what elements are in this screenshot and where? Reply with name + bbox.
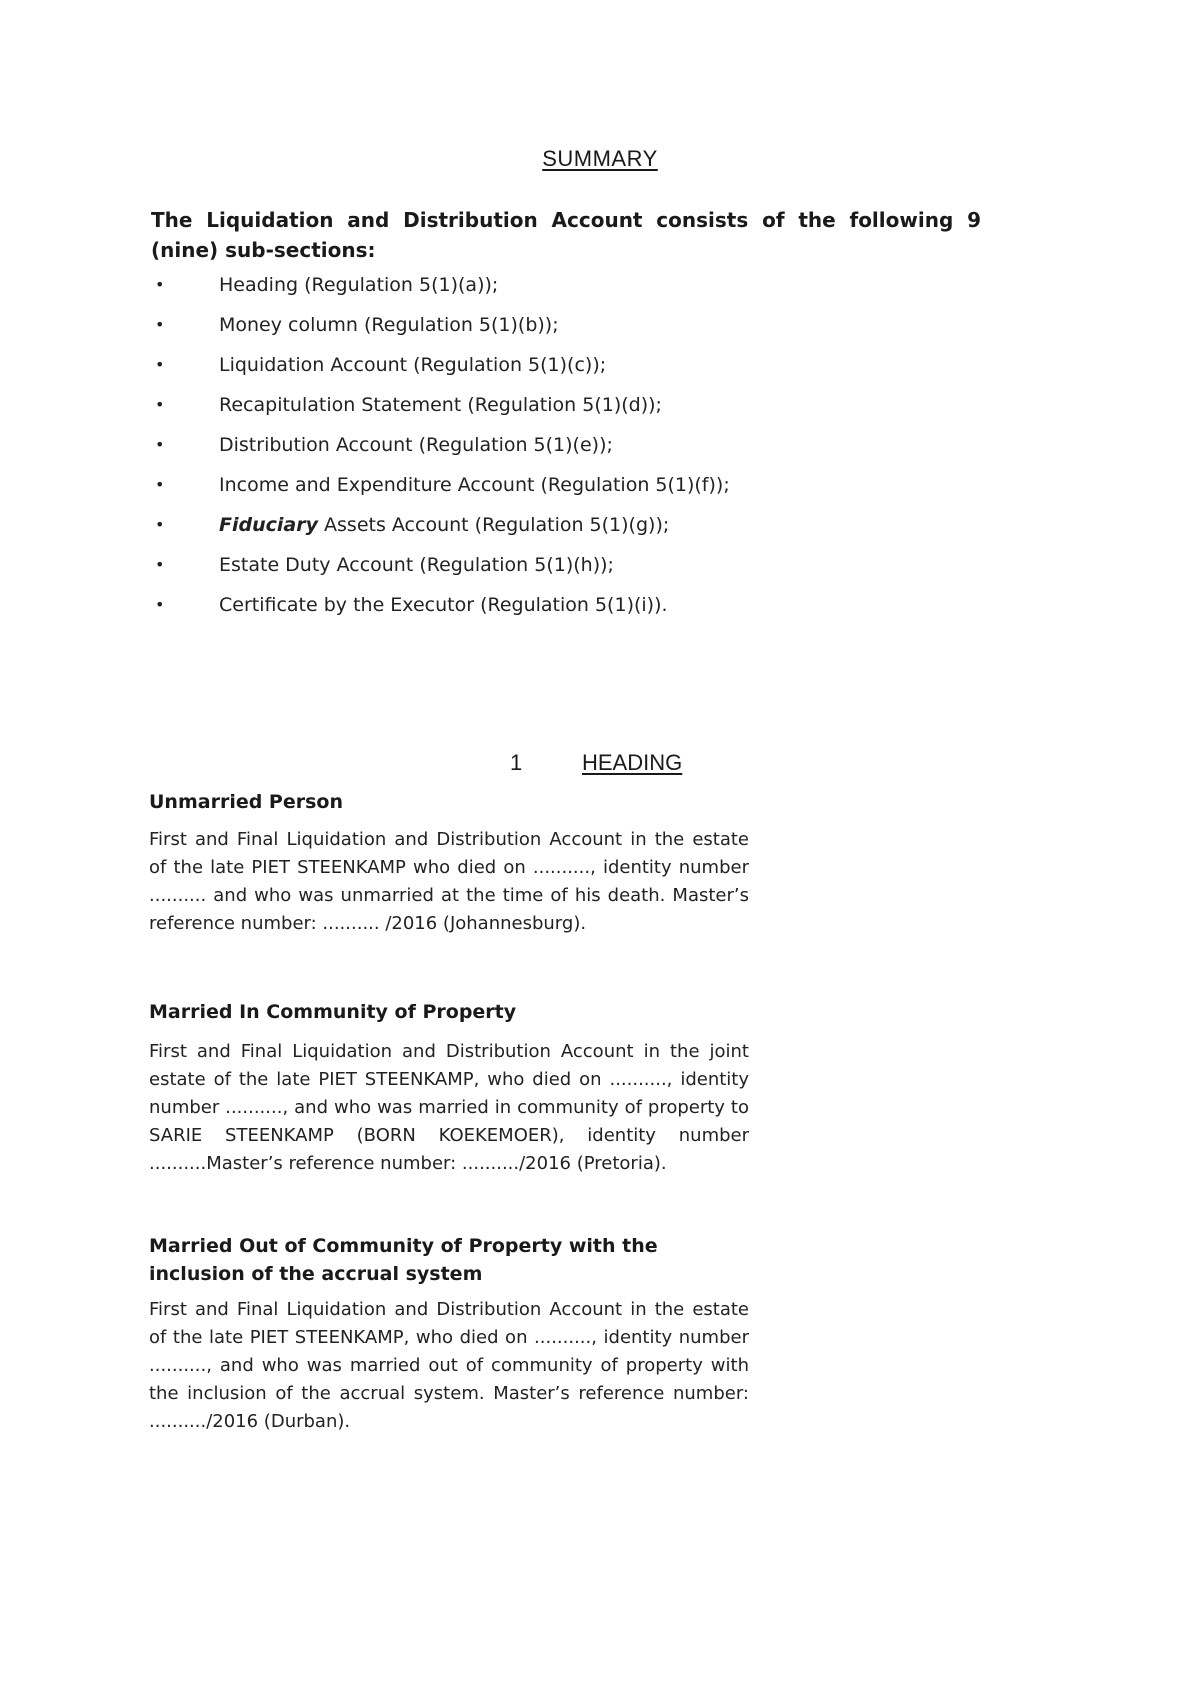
- summary-intro: The Liquidation and Distribution Account consists of the following 9 (nine) sub-sections:: [151, 208, 981, 262]
- bullet-icon: •: [155, 315, 165, 334]
- list-item: [151, 510, 1051, 550]
- block-title: Married In Community of Property: [149, 1001, 517, 1023]
- bullet-icon: •: [155, 515, 165, 534]
- list-item: [151, 470, 1051, 510]
- list-item: [151, 310, 1051, 350]
- married-in-community-block: [149, 998, 749, 1178]
- list-item-label: Assets Account (Regulation 5(1)(g));: [317, 514, 670, 536]
- list-item-label: Certificate by the Executor (Regulation 5(1)(i)).: [219, 594, 668, 616]
- list-item-text: [219, 390, 662, 420]
- bullet-icon: •: [155, 355, 165, 374]
- list-item: [151, 390, 1051, 430]
- list-item-text: [219, 430, 613, 460]
- block-title: Married Out of Community of Property with the inclusion of the accrual system: [149, 1235, 658, 1285]
- list-item-label: Distribution Account (Regulation 5(1)(e));: [219, 434, 613, 456]
- list-item-label: Income and Expenditure Account (Regulation 5(1)(f));: [219, 474, 730, 496]
- list-item: [151, 350, 1051, 390]
- list-item-label: Recapitulation Statement (Regulation 5(1)(d));: [219, 394, 662, 416]
- list-item-label: Estate Duty Account (Regulation 5(1)(h));: [219, 554, 614, 576]
- list-item-text: [219, 510, 669, 540]
- list-item-text: [219, 350, 606, 380]
- list-item: [151, 270, 1051, 310]
- section-number: 1: [510, 750, 523, 775]
- bullet-icon: •: [155, 475, 165, 494]
- list-item-text: [219, 590, 668, 620]
- married-out-of-community-block: [149, 1232, 749, 1436]
- list-item-text: [219, 310, 559, 340]
- summary-title: SUMMARY: [542, 146, 658, 171]
- bullet-icon: •: [155, 435, 165, 454]
- bullet-icon: •: [155, 595, 165, 614]
- list-item-text: [219, 470, 730, 500]
- block-title: Unmarried Person: [149, 791, 343, 813]
- section-title: HEADING: [582, 750, 683, 775]
- list-item-text: [219, 270, 498, 300]
- list-item: [151, 550, 1051, 590]
- bullet-icon: •: [155, 395, 165, 414]
- list-item-emphasis: Fiduciary: [219, 514, 318, 536]
- block-text: First and Final Liquidation and Distribution Account in the estate of the late PIET STEENKAMP who died on .........., identity number .......... and who was unmarried at the time of his death. Master’s reference number: .......... /2016 (Johannesburg).: [149, 829, 749, 934]
- subsection-list: [151, 270, 1051, 630]
- list-item-label: Heading (Regulation 5(1)(a));: [219, 274, 499, 296]
- list-item: [151, 590, 1051, 630]
- unmarried-person-block: [149, 788, 749, 938]
- bullet-icon: •: [155, 275, 165, 294]
- block-text: First and Final Liquidation and Distribution Account in the joint estate of the late PIET STEENKAMP, who died on .........., identity number .........., and who was married in community of property to SARIE STEENKAMP (BORN KOEKEMOER), identity number ..........Master’s reference number: ........../2016 (Pretoria).: [149, 1041, 749, 1174]
- section-heading: [510, 750, 710, 776]
- list-item-label: Money column (Regulation 5(1)(b));: [219, 314, 559, 336]
- list-item-label: Liquidation Account (Regulation 5(1)(c));: [219, 354, 607, 376]
- block-text: First and Final Liquidation and Distribution Account in the estate of the late PIET STEENKAMP, who died on .........., identity number .........., and who was married out of community of property with the inclusion of the accrual system. Master’s reference number: ........../2016 (Durban).: [149, 1299, 749, 1432]
- list-item-text: [219, 550, 614, 580]
- bullet-icon: •: [155, 555, 165, 574]
- list-item: [151, 430, 1051, 470]
